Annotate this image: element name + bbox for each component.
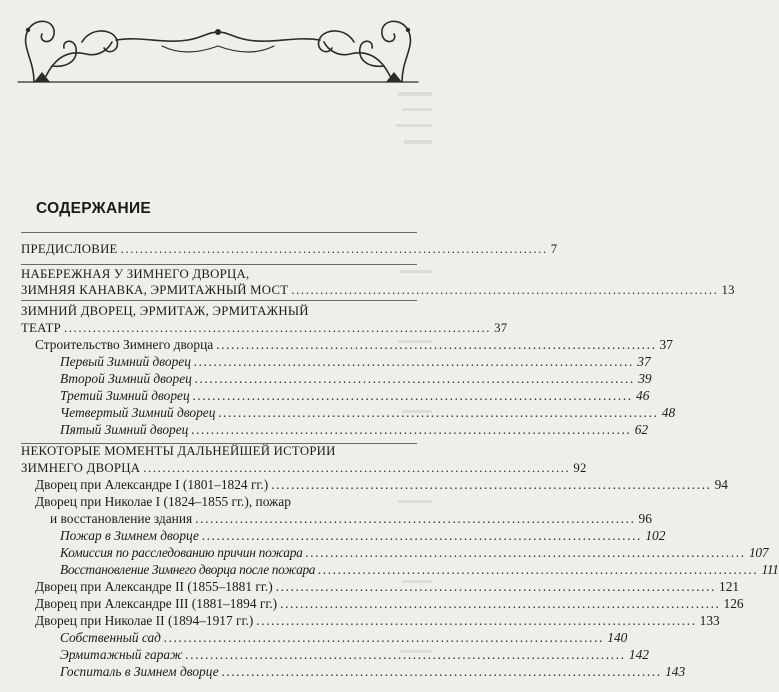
toc-page-number: 7 <box>550 242 558 256</box>
toc-entry[interactable] <box>60 545 769 561</box>
leader-dots: ......................................................................................... <box>291 283 719 297</box>
toc-page-number: 62 <box>634 422 649 437</box>
toc-entry-title: Строительство Зимнего дворца <box>35 337 214 352</box>
leader-dots: ......................................................................................... <box>216 337 657 352</box>
toc-entry[interactable] <box>60 528 666 544</box>
leader-dots: ......................................................................................... <box>185 647 626 662</box>
toc-page-number: 94 <box>714 477 728 492</box>
toc-entry[interactable] <box>35 579 740 595</box>
leader-dots: ......................................................................................... <box>318 562 759 577</box>
toc-entry[interactable] <box>21 320 508 336</box>
leader-dots: ......................................................................................... <box>163 630 605 645</box>
toc-page-number: 121 <box>719 579 740 594</box>
toc-entry[interactable] <box>50 511 652 527</box>
toc-entry[interactable] <box>21 443 414 459</box>
toc-entry-title: Дворец при Николае I (1824–1855 гг.), пожар <box>35 494 291 509</box>
leader-dots: ......................................................................................... <box>280 596 721 611</box>
toc-page-number: 126 <box>723 596 744 611</box>
toc-entry[interactable] <box>60 388 650 404</box>
toc-entry[interactable] <box>35 477 728 493</box>
toc-entry-title: Первый Зимний дворец <box>60 354 191 369</box>
section-divider <box>21 264 417 265</box>
toc-page-number: 92 <box>573 461 587 475</box>
toc-page-number: 142 <box>628 647 649 662</box>
toc-page-number: 37 <box>494 321 508 335</box>
toc-entry-title: НАБЕРЕЖНАЯ У ЗИМНЕГО ДВОРЦА, <box>21 267 250 281</box>
toc-entry[interactable] <box>35 613 720 629</box>
leader-dots: ......................................................................................... <box>120 242 548 256</box>
toc-entry[interactable] <box>21 266 414 282</box>
leader-dots: ......................................................................................... <box>218 405 659 420</box>
toc-entry[interactable] <box>60 647 649 663</box>
toc-entry[interactable] <box>21 282 735 298</box>
toc-page-number: 107 <box>748 545 769 560</box>
toc-entry[interactable] <box>60 354 651 370</box>
toc-entry-title: Третий Зимний дворец <box>60 388 190 403</box>
toc-entry[interactable] <box>60 664 686 680</box>
toc-entry[interactable] <box>60 630 628 646</box>
toc-entry[interactable] <box>21 241 558 257</box>
leader-dots: ......................................................................................... <box>202 528 643 543</box>
toc-page-number: 133 <box>699 613 720 628</box>
leader-dots: ......................................................................................... <box>191 422 632 437</box>
toc-entry-title: ТЕАТР <box>21 321 61 335</box>
toc-entry[interactable] <box>60 405 676 421</box>
toc-entry-title: Дворец при Александре II (1855–1881 гг.) <box>35 579 273 594</box>
toc-entry-title: ЗИМНИЙ ДВОРЕЦ, ЭРМИТАЖ, ЭРМИТАЖНЫЙ <box>21 304 309 318</box>
toc-entry[interactable] <box>21 303 414 319</box>
section-divider <box>21 232 417 233</box>
leader-dots: ......................................................................................... <box>192 388 634 403</box>
toc-entry[interactable] <box>35 337 673 353</box>
toc-entry-title: НЕКОТОРЫЕ МОМЕНТЫ ДАЛЬНЕЙШЕЙ ИСТОРИИ <box>21 444 336 458</box>
leader-dots: ......................................................................................... <box>195 511 636 526</box>
toc-page-number: 102 <box>645 528 666 543</box>
leader-dots: ......................................................................................... <box>221 664 663 679</box>
toc-entry[interactable] <box>35 494 414 510</box>
toc-entry-title: Комиссия по расследованию причин пожара <box>60 545 303 560</box>
toc-page-number: 111 <box>761 562 779 577</box>
toc-entry-title: ПРЕДИСЛОВИЕ <box>21 242 118 256</box>
toc-page-number: 96 <box>638 511 652 526</box>
toc-entry[interactable] <box>60 422 649 438</box>
toc-entry-title: ЗИМНЕГО ДВОРЦА <box>21 461 141 475</box>
leader-dots: ......................................................................................... <box>305 545 746 560</box>
toc-entry[interactable] <box>60 371 652 387</box>
toc-entry-title: ЗИМНЯЯ КАНАВКА, ЭРМИТАЖНЫЙ МОСТ <box>21 283 289 297</box>
toc-entry-title: Дворец при Александре I (1801–1824 гг.) <box>35 477 269 492</box>
leader-dots: ......................................................................................... <box>63 321 492 335</box>
toc-entry-title: Собственный сад <box>60 630 161 645</box>
contents-heading: СОДЕРЖАНИЕ <box>36 200 152 217</box>
toc-entry[interactable] <box>21 460 587 476</box>
toc-entry-title: Четвертый Зимний дворец <box>60 405 216 420</box>
toc-entry-title: Восстановление Зимнего дворца после пожара <box>60 562 316 577</box>
toc-page-number: 37 <box>637 354 651 369</box>
toc-entry[interactable] <box>35 596 744 612</box>
toc-entry-title: Эрмитажный гараж <box>60 647 183 662</box>
ornament-header-icon <box>12 6 424 92</box>
toc-page-number: 143 <box>665 664 686 679</box>
leader-dots: ......................................................................................... <box>271 477 712 492</box>
toc-entry-title: Дворец при Николае II (1894–1917 гг.) <box>35 613 254 628</box>
toc-page-number: 39 <box>638 371 652 386</box>
toc-entry-title: и восстановление здания <box>50 511 193 526</box>
toc-page-number: 13 <box>721 283 735 297</box>
toc-entry-title: Дворец при Александре III (1881–1894 гг.) <box>35 596 278 611</box>
toc-entry-title: Пожар в Зимнем дворце <box>60 528 199 543</box>
leader-dots: ......................................................................................... <box>193 354 635 369</box>
toc-page-number: 46 <box>636 388 650 403</box>
toc-page-number: 48 <box>661 405 676 420</box>
leader-dots: ......................................................................................... <box>256 613 697 628</box>
leader-dots: ......................................................................................... <box>275 579 717 594</box>
toc-entry-title: Пятый Зимний дворец <box>60 422 189 437</box>
section-divider <box>21 300 417 301</box>
toc-entry-title: Госпиталь в Зимнем дворце <box>60 664 219 679</box>
leader-dots: ......................................................................................... <box>143 461 571 475</box>
leader-dots: ......................................................................................... <box>194 371 636 386</box>
toc-page-number: 37 <box>659 337 673 352</box>
toc-entry-title: Второй Зимний дворец <box>60 371 192 386</box>
toc-entry[interactable] <box>60 562 779 578</box>
toc-page-number: 140 <box>607 630 628 645</box>
